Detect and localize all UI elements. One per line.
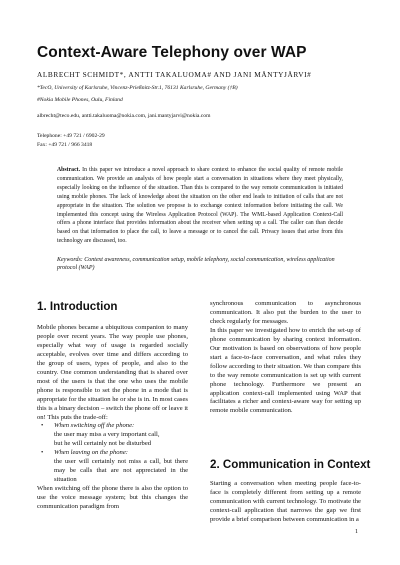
left-column xyxy=(37,324,188,512)
fax-line: Fax: +49 721 / 966 3418 xyxy=(37,142,93,148)
affiliation-nokia: #Nokia Mobile Phones, Oulu, Finland xyxy=(37,97,123,103)
bullet-switch-off-label: When switching off the phone: xyxy=(54,422,135,430)
right-column-lower xyxy=(210,480,361,525)
page-number: 1 xyxy=(355,528,359,535)
bullet-switch-off xyxy=(37,422,188,431)
intro-paragraph-3: synchronous communication to asynchronous communication. It also put the burden to the user to check regularly for messages. xyxy=(210,300,361,325)
bullet-icon: • xyxy=(41,449,44,457)
abstract-text: In this paper we introduce a novel approach to share context to enhance the social quality of remote mobile communication. We provide an analysis of how people start a conversation in situations where they meet physically, especially looking on the influence of the situation. Than this is compared to the way remote communication is initiated using mobile phones. The lack of knowledge about the situation on the other end leads to initiation of calls that are not appropriate in the situation. The solution we propose is to exchange context information before initiating the call. We implemented this concept using the Wireless Application Protocol (WAP). The WML-based Application Context-Call offers a phone interface that provides information about the receiver when setting up a call. The caller can than decide based on that information to place the call, to leave a message or to cancel the call. Privacy issues that arise from this technology are discussed, too. xyxy=(57,167,343,245)
bullet-leave-on-text: the user will certainly not miss a call, but there may be calls that are not appreciated in the situation xyxy=(54,458,188,484)
keywords-text: Context awareness, communication setup, mobile telephony, social communication, wireless application protocol (WAP) xyxy=(57,257,335,272)
telephone-line: Telephone: +49 721 / 6902-29 xyxy=(37,133,105,139)
abstract-label: Abstract. xyxy=(57,167,81,173)
keywords-label: Keywords: xyxy=(57,257,83,263)
intro-paragraph-4: In this paper we investigated how to enrich the set-up of phone communication by sharing context information. Our motivation is based on observations of how people start a face-to-face conversation, and what rules they follow according to their situation. We than compare this to the way remote communication is set up with current phone technology. Furthermore we present an application context-call implemented using WAP that facilitates a richer and context-aware way for setting up remote mobile communication. xyxy=(210,326,361,415)
section-2-heading: 2. Communication in Context xyxy=(210,458,371,471)
bullet-leave-on xyxy=(37,449,188,458)
section-2-paragraph-1: Starting a conversation when meeting people face-to-face is completely different from setting up a remote communication with current technology. To motivate the context-call application that narrows the gap we first provide a brief comparison between communication in a xyxy=(210,480,361,523)
bullet-switch-off-line-1: the user may miss a very important call, xyxy=(54,431,160,439)
abstract-block xyxy=(57,166,343,246)
author-list: ALBRECHT SCHMIDT*, ANTTI TAKALUOMA# AND JANI MÄNTYJÄRVI# xyxy=(37,70,312,79)
author-emails: albrecht@teco.edu, antti.takaluoma@nokia.com, jani.mantyjarvi@nokia.com xyxy=(37,113,211,119)
bullet-switch-off-line-2: but he will certainly not be disturbed xyxy=(54,440,152,448)
section-1-heading: 1. Introduction xyxy=(37,300,118,313)
right-column xyxy=(210,300,361,416)
keywords-block xyxy=(57,256,343,273)
intro-paragraph-1: Mobile phones became a ubiquitous companion to many people over recent years. The way people use phones, especially what way of usage is regarded socially acceptable, evolves over time and differs according to the group of users, types of people, and also to the country. One common understanding that is shared over most of the users is that the one who uses the mobile phone is responsible to set the phone in a mode that is appropriate for the situation he or she is in. In most cases this is a binary decision – switch the phone off or leave it on! This puts the trade-off: xyxy=(37,324,188,421)
affiliation-karlsruhe: *TecO, University of Karlsruhe, Vincenz-Prießnitz-Str.1, 76131 Karlsruhe, Germany (†B) xyxy=(37,85,238,91)
intro-paragraph-2: When switching off the phone there is also the option to use the voice message system; but this changes the communication paradigm from xyxy=(37,485,188,511)
paper-title: Context-Aware Telephony over WAP xyxy=(37,44,307,61)
bullet-leave-on-label: When leaving on the phone: xyxy=(54,449,128,457)
bullet-icon: • xyxy=(41,422,44,430)
